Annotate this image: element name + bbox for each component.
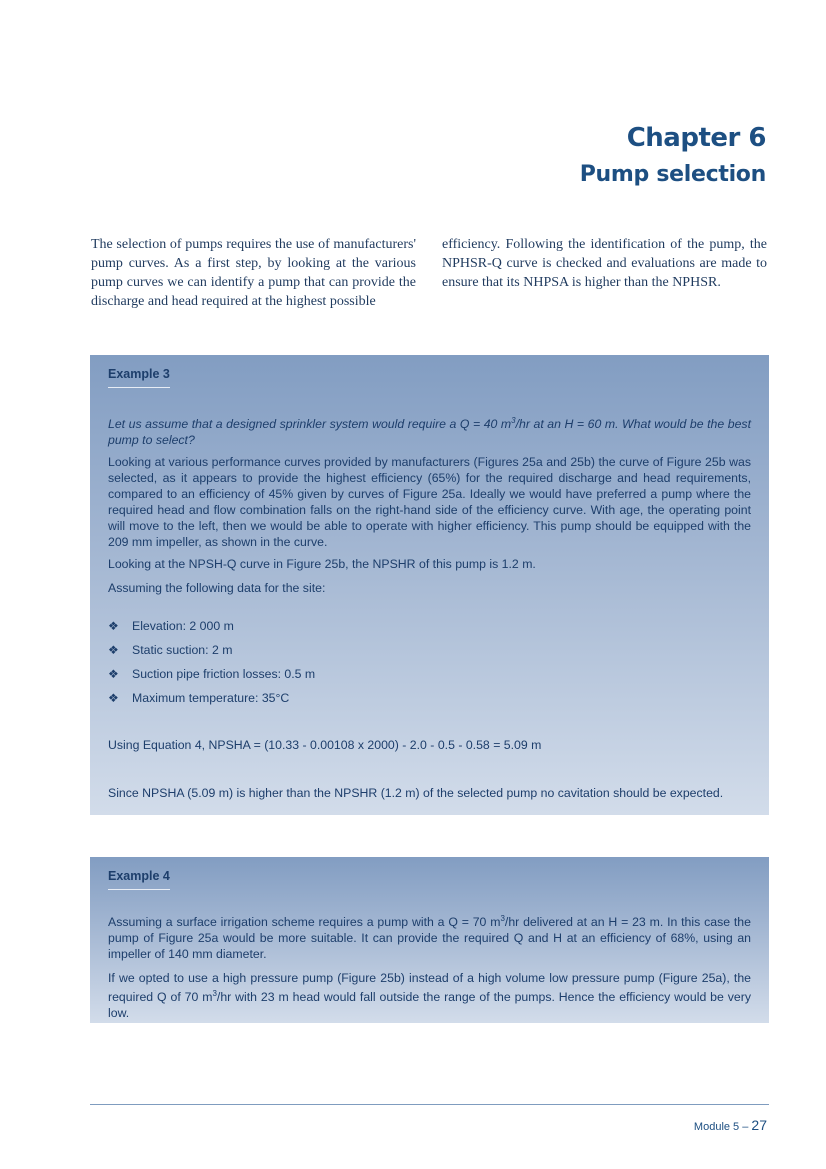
footer-module: Module 5 –	[693, 1121, 749, 1133]
list-item-text: Suction pipe friction losses: 0.5 m	[132, 667, 316, 682]
example-3-question	[108, 413, 751, 448]
example-3-box	[90, 355, 769, 815]
example-4-paragraph-2-text-b: /hr with 23 m head would fall outside the range of the pumps. Hence the efficiency would be very low.	[108, 990, 751, 1021]
example-3-paragraph-2: Looking at the NPSH-Q curve in Figure 25b, the NPSHR of this pump is 1.2 m.	[108, 557, 536, 572]
list-item	[108, 614, 751, 638]
example-4-box	[90, 857, 769, 1023]
site-data-list	[108, 614, 751, 710]
intro-text	[91, 235, 767, 311]
example-3-title: Example 3	[108, 366, 170, 388]
example-3-question-text-a: Let us assume that a designed sprinkler system would require a Q = 40 m	[108, 417, 512, 432]
chapter-number: Chapter 6	[626, 123, 766, 153]
example-4-paragraph-1	[108, 911, 751, 962]
chapter-heading	[580, 122, 766, 190]
superscript-3: 3	[500, 914, 505, 923]
bullet-diamond-icon: ❖	[108, 691, 119, 706]
example-4-paragraph-1-text-a: Assuming a surface irrigation scheme requires a pump with a Q = 70 m	[108, 915, 501, 930]
example-3-paragraph-1: Looking at various performance curves provided by manufacturers (Figures 25a and 25b) the curve of Figure 25b was selected, as it appears to provide the highest efficiency (65%) for the required discharge and head requirements, compared to an efficiency of 45% given by curves of Figure 25a. Ideally we would have preferred a pump where the required head and flow combination falls on the right-hand side of the efficiency curve. With age, the operating point will move to the left, then we would be able to operate with higher efficiency. This pump should be equipped with the 209 mm impeller, as shown in the curve.	[108, 455, 751, 550]
example-3-equation: Using Equation 4, NPSHA = (10.33 - 0.00108 x 2000) - 2.0 - 0.5 - 0.58 = 5.09 m	[108, 738, 542, 753]
list-item-text: Elevation: 2 000 m	[132, 619, 234, 634]
bullet-diamond-icon: ❖	[108, 619, 119, 634]
page-footer	[694, 1117, 767, 1133]
list-item-text: Maximum temperature: 35°C	[132, 691, 290, 706]
example-4-title: Example 4	[108, 868, 170, 890]
list-item	[108, 638, 751, 662]
chapter-title: Pump selection	[579, 162, 766, 187]
list-item	[108, 662, 751, 686]
example-3-paragraph-3: Assuming the following data for the site:	[108, 581, 326, 596]
example-4-paragraph-2-text-a: If we opted to use a high pressure pump (Figure 25b) instead of a high volume low pressure pump (Figure 25a), the required Q of 70 m	[108, 971, 751, 1005]
superscript-3: 3	[511, 416, 516, 425]
example-4-paragraph-2	[108, 970, 751, 1021]
list-item	[108, 686, 751, 710]
bullet-diamond-icon: ❖	[108, 643, 119, 658]
example-3-conclusion: Since NPSHA (5.09 m) is higher than the NPSHR (1.2 m) of the selected pump no cavitation should be expected.	[108, 786, 724, 801]
list-item-text: Static suction: 2 m	[132, 643, 233, 658]
superscript-3: 3	[212, 989, 217, 999]
example-3-question-text-b: /hr at an H = 60 m. What would be the best pump to select?	[108, 417, 751, 448]
bullet-diamond-icon: ❖	[108, 667, 119, 682]
footer-divider	[90, 1104, 769, 1105]
intro-column-2: efficiency. Following the identification of the pump, the NPHSR-Q curve is checked and evaluations are made to ensure that its NHPSA is higher than the NPHSR.	[442, 237, 767, 290]
page-number: 27	[751, 1117, 767, 1133]
intro-column-1: The selection of pumps requires the use of manufacturers' pump curves. As a first step, by looking at the various pump curves we can identify a pump that can provide the discharge and head required at the highest possible	[91, 237, 416, 309]
example-4-paragraph-1-text-b: /hr delivered at an H = 23 m. In this case the pump of Figure 25a would be more suitable. It can provide the required Q and H at an efficiency of 68%, using an impeller of 140 mm diameter.	[108, 915, 751, 962]
